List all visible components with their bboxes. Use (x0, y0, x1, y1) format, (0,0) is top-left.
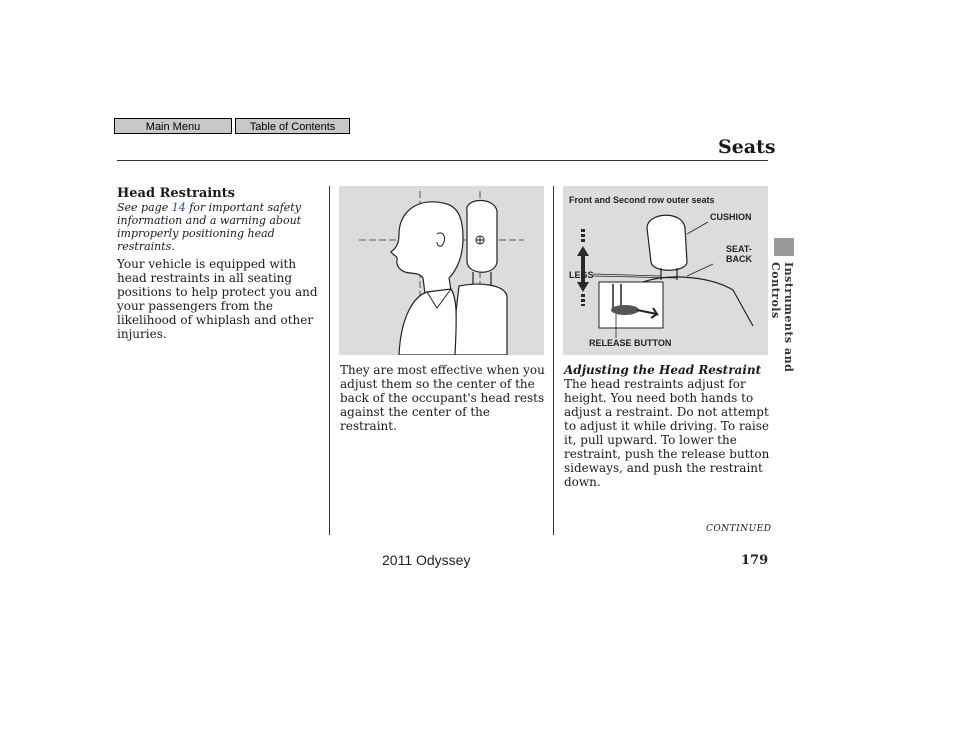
reference-prefix: See page (117, 201, 172, 214)
column-divider-1 (329, 186, 330, 535)
intro-paragraph: Your vehicle is equipped with head restraints in all seating positions to help protect you and your passengers from the likelihood of whiplash and other injuries. (117, 257, 318, 341)
cushion-label: CUSHION (710, 212, 752, 222)
table-of-contents-button[interactable]: Table of Contents (235, 118, 350, 134)
sidebar-section-label: Instruments and Controls (769, 262, 795, 373)
section-heading: Head Restraints (117, 186, 235, 201)
page-title: Seats (718, 136, 776, 158)
seat-back-label: SEAT- BACK (726, 244, 752, 264)
continued-label: CONTINUED (706, 524, 772, 534)
model-name: 2011 Odyssey (382, 552, 471, 568)
page-14-link[interactable]: 14 (171, 201, 186, 214)
subheading: Adjusting the Head Restraint (564, 363, 762, 377)
adjustment-paragraph: The head restraints adjust for height. You need both hands to adjust a restraint. Do not attempt to adjust it while driving. To raise it, pull upward. To lower the restraint, push the release button sideways, and push the restraint down. (564, 377, 770, 489)
adjustment-diagram (563, 186, 768, 355)
head-position-illustration (339, 186, 544, 355)
safety-reference (117, 201, 322, 253)
release-button-label: RELEASE BUTTON (589, 338, 672, 348)
section-tab (774, 238, 794, 256)
main-menu-button[interactable]: Main Menu (114, 118, 232, 134)
reference-suffix: for important safety information and a warning about improperly positioning head restraints. (117, 201, 302, 253)
figure-caption: Front and Second row outer seats (569, 195, 715, 205)
effectiveness-paragraph: They are most effective when you adjust them so the center of the back of the occupant's head rests against the center of the restraint. (340, 363, 545, 433)
header-rule (117, 160, 768, 161)
head-restraint-diagram (339, 186, 544, 355)
column-divider-2 (553, 186, 554, 535)
page-number: 179 (741, 553, 769, 568)
legs-label: LEGS (569, 270, 594, 280)
